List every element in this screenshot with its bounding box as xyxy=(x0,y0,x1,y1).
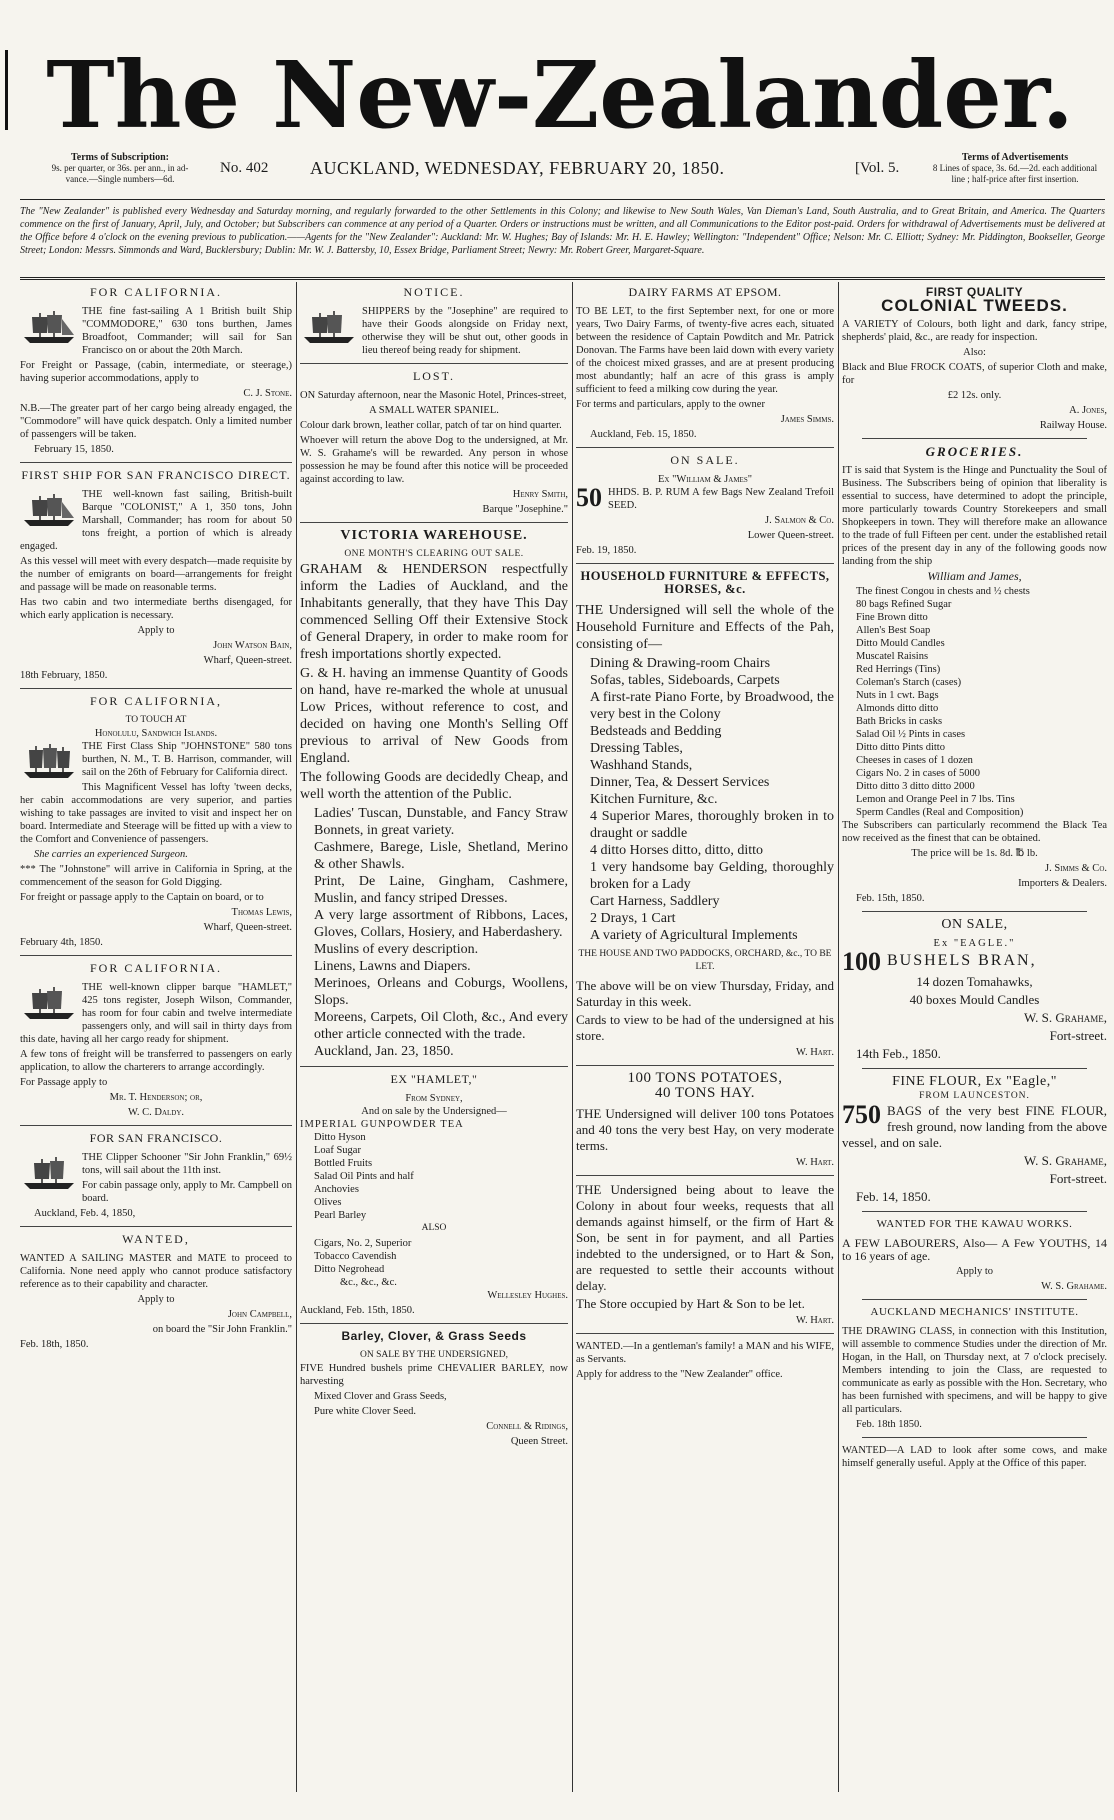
list-item: Tobacco Cavendish xyxy=(314,1251,397,1262)
ship-icon xyxy=(20,742,78,782)
ad-body: THE DRAWING CLASS, in connection with this Institution, will assemble to commence Studies under the direction of Mr. Hogan, in the Hall, on Thursday next, at 7 o'clock precisely. Members intending to join the Class, are requested to communicate as early as possible with the Hon. Secretary, who has been furnished with specimens, and will be happy to give all particulars. xyxy=(842,1326,1107,1415)
ad-franklin xyxy=(20,1132,292,1220)
list-item: Dressing Tables, xyxy=(590,741,683,756)
ad-text: Has two cabin and two intermediate berths disengaged, for which early application is necessary. xyxy=(20,597,292,621)
ship-icon xyxy=(20,307,78,347)
ad-heading: FIRST SHIP FOR SAN FRANCISCO DIRECT. xyxy=(21,468,291,482)
ad-text: Black and Blue FROCK COATS, of superior Cloth and make, for xyxy=(842,362,1107,386)
column-4 xyxy=(842,282,1107,1802)
ad-signature: James Simms. xyxy=(780,414,834,425)
masthead-title-svg xyxy=(46,35,1074,150)
list-item: Salad Oil ½ Pints in cases xyxy=(856,729,966,740)
ad-price: The price will be 1s. 8d. ℔ lb. xyxy=(911,848,1038,859)
ad-signature-address: on board the "Sir John Franklin." xyxy=(152,1324,292,1335)
list-item: Bath Bricks in casks xyxy=(856,716,943,727)
ad-heading: FIRST QUALITY xyxy=(925,285,1024,299)
ad-heading: LOST. xyxy=(412,369,456,383)
ad-text: For Freight or Passage, (cabin, intermediate, or steerage,) having superior accommodations, apply to xyxy=(20,360,292,384)
ad-text: The above will be on view Thursday, Friday, and Saturday in this week. xyxy=(576,978,834,1009)
ad-date: Feb. 19, 1850. xyxy=(576,545,637,556)
ad-text: This Magnificent Vessel has lofty 'tween decks, her cabin accommodations are very superior, and parties wishing to take passages are invited to visit and inspect her on board. Intermediate and Steerage will be fitted up with a view to the Comfort and Convenience of passengers. xyxy=(20,782,292,845)
divider xyxy=(862,1068,1087,1069)
ad-rum-sale xyxy=(576,454,834,557)
ad-heading: WANTED, xyxy=(122,1232,190,1246)
ad-heading: COLONIAL TWEEDS. xyxy=(881,296,1068,315)
list-item: Sperm Candles (Real and Composition) xyxy=(856,807,1024,818)
ad-body: SHIPPERS by the "Josephine" are required to have their Goods alongside on Friday next, otherwise they will be shut out, other goods in lieu thereof being ready for shipment. xyxy=(362,306,568,356)
divider xyxy=(576,1065,834,1066)
ad-heading: DAIRY FARMS AT EPSOM. xyxy=(628,285,782,299)
list-item: Bottled Fruits xyxy=(314,1158,373,1169)
list-item: The finest Congou in chests and ½ chests xyxy=(856,586,1030,597)
list-item: Sofas, tables, Sideboards, Carpets xyxy=(590,673,780,688)
ad-heading: FOR CALIFORNIA, xyxy=(89,694,222,708)
ship-icon xyxy=(20,983,78,1023)
ad-subheading: Honolulu, Sandwich Islands. xyxy=(94,728,218,739)
ad-price: £2 12s. only. xyxy=(947,390,1002,401)
terms-subscription-line2: vance.—Single numbers—6d. xyxy=(65,174,175,184)
ad-date: Feb. 14, 1850. xyxy=(856,1189,931,1204)
ad-body: WANTED.—In a gentleman's family! a MAN and his WIFE, as Servants. xyxy=(576,1341,834,1365)
divider xyxy=(300,1323,568,1324)
ad-colonist xyxy=(20,469,292,682)
ad-signature: J. Simms & Co. xyxy=(1045,863,1107,874)
list-item: Loaf Sugar xyxy=(314,1145,361,1156)
ad-subheading: TO TOUCH AT xyxy=(125,715,187,725)
list-item: IMPERIAL GUNPOWDER TEA xyxy=(300,1119,464,1130)
list-item: Anchovies xyxy=(314,1184,359,1195)
ad-text: She carries an experienced Surgeon. xyxy=(34,849,188,860)
ad-signature: W. S. Grahame, xyxy=(1024,1010,1107,1025)
ad-signature: Henry Smith, xyxy=(512,489,568,500)
list-item: A very large assortment of Ribbons, Laces, Gloves, Collars, Hosiery, and Haberdashery. xyxy=(314,908,568,940)
ad-text: Colour dark brown, leather collar, patch of tar on hind quarter. xyxy=(300,420,562,431)
ad-signature: A. Jones, xyxy=(1069,405,1107,416)
ad-heading: 40 TONS HAY. xyxy=(654,1085,756,1101)
ad-text: Cards to view to be had of the undersigned at his store. xyxy=(576,1012,834,1043)
column-3 xyxy=(576,282,834,1802)
ad-heading: FINE FLOUR, Ex "Eagle," xyxy=(892,1074,1057,1089)
list-item: 4 Superior Mares, thoroughly broken in to draught or saddle xyxy=(590,809,834,841)
list-item: Red Herrings (Tins) xyxy=(856,664,941,675)
goods-list xyxy=(576,655,834,944)
ad-wanted-lad xyxy=(842,1444,1107,1470)
divider xyxy=(300,1066,568,1067)
divider xyxy=(20,462,292,463)
volume: [Vol. 5. xyxy=(855,160,900,176)
ad-heading: GROCERIES. xyxy=(925,444,1024,459)
ad-subheading: A SMALL WATER SPANIEL. xyxy=(369,405,499,416)
ad-heading: HOUSEHOLD FURNITURE & EFFECTS, HORSES, &c. xyxy=(580,569,830,596)
list-item: Ladies' Tuscan, Dunstable, and Fancy Straw Bonnets, in great variety. xyxy=(314,806,568,838)
ad-signature: C. J. Stone. xyxy=(243,388,292,399)
ad-subheading: And on sale by the Undersigned— xyxy=(361,1106,507,1117)
ad-signature: Mr. T. Henderson; or, xyxy=(109,1092,203,1103)
ad-dairy-farms xyxy=(576,286,834,441)
divider xyxy=(862,1437,1087,1438)
issue-number: No. 402 xyxy=(220,160,269,176)
ad-body: THE Clipper Schooner "Sir John Franklin," 69½ tons, will sail about the 11th inst. xyxy=(82,1152,292,1176)
list-item: Merinoes, Orleans and Coburgs, Woollens, Slops. xyxy=(314,976,568,1008)
ad-subheading: FROM LAUNCESTON. xyxy=(919,1091,1030,1101)
ad-lost-dog xyxy=(300,370,568,516)
ad-text: As this vessel will meet with every despatch—made requisite by the number of emigrants on board—arrangements for freight and passage will be made on reasonable terms. xyxy=(20,556,292,593)
ad-signature: Connell & Ridings, xyxy=(486,1421,568,1432)
divider xyxy=(300,363,568,364)
ad-subheading: Ex "William & James" xyxy=(657,474,753,485)
rule-top xyxy=(20,199,1105,200)
ad-subheading: Ex "EAGLE." xyxy=(933,938,1016,949)
list-item: Mixed Clover and Grass Seeds, xyxy=(314,1391,447,1402)
rule-columns xyxy=(20,277,1105,278)
ad-date: 14th Feb., 1850. xyxy=(856,1046,941,1061)
ad-signature: W. Hart. xyxy=(796,1047,834,1058)
list-item: &c., &c., &c. xyxy=(340,1277,397,1288)
ad-barley-seeds xyxy=(300,1330,568,1448)
divider xyxy=(576,1333,834,1334)
list-item: Almonds ditto ditto xyxy=(856,703,939,714)
masthead xyxy=(46,35,1074,150)
ad-body: ON Saturday afternoon, near the Masonic Hotel, Princes-street, xyxy=(300,390,567,401)
ad-text: The Store occupied by Hart & Son to be let. xyxy=(576,1296,805,1311)
ad-date: February 15, 1850. xyxy=(34,444,114,455)
ad-signature-address: Railway House. xyxy=(1039,420,1107,431)
ad-body: THE well-known clipper barque "HAMLET," 425 tons register, Joseph Wilson, Commander, has room for four cabin and twelve intermediate passengers only, and will sail in thirty days from this date, having all her cargo ready for shipment. xyxy=(20,982,292,1045)
ad-body: HHDS. B. P. RUM A few Bags New Zealand Trefoil SEED. xyxy=(608,487,834,511)
ad-text: G. & H. having an immense Quantity of Goods on hand, have re-marked the whole at unusual Low Prices, without reference to cost, and decided on having one Month's Selling Off previous to arrival of New Goods from England. xyxy=(300,666,568,766)
ad-signature-address: Importers & Dealers. xyxy=(1018,878,1107,889)
ad-text: Apply for address to the "New Zealander" office. xyxy=(576,1369,783,1380)
ad-date: Feb. 18th, 1850. xyxy=(20,1339,89,1350)
divider xyxy=(20,955,292,956)
ad-body: BAGS of the very best FINE FLOUR, fresh ground, now landing from the above vessel, and on sale. xyxy=(842,1103,1107,1150)
list-item: Pure white Clover Seed. xyxy=(314,1406,417,1417)
list-item: Coleman's Starch (cases) xyxy=(856,677,962,688)
terms-advertisements xyxy=(920,152,1110,185)
quantity-number: 750 xyxy=(842,1100,881,1129)
ad-body: THE First Class Ship "JOHNSTONE" 580 tons burthen, N. M., T. B. Harrison, commander, will sail on the 26th of February for California direct. xyxy=(82,741,292,778)
ad-apply: Apply to xyxy=(137,625,175,636)
ad-heading: EX "HAMLET," xyxy=(390,1072,478,1086)
ad-text: For freight or passage apply to the Captain on board, or to xyxy=(20,892,264,903)
ad-date: Auckland, Feb. 4, 1850, xyxy=(34,1208,136,1219)
ad-ex-hamlet xyxy=(300,1073,568,1317)
ad-body: THE Undersigned will deliver 100 tons Potatoes and 40 tons the very best Hay, on very moderate terms. xyxy=(576,1106,834,1153)
list-item: Muslins of every description. xyxy=(314,942,479,957)
ad-heading: Barley, Clover, & Grass Seeds xyxy=(341,1329,527,1343)
ad-subheading: Also: xyxy=(963,347,986,358)
terms-advertisements-title: Terms of Advertisements xyxy=(961,152,1069,163)
list-item: Ditto Mould Candles xyxy=(856,638,945,649)
ad-heading: 100 TONS POTATOES, xyxy=(627,1070,783,1086)
list-item: Ditto Negrohead xyxy=(314,1264,385,1275)
ad-body: BUSHELS BRAN, xyxy=(887,952,1037,969)
ad-text: N.B.—The greater part of her cargo being already engaged, the "Commodore" will have quick despatch. Only a limited number of passengers will be taken. xyxy=(20,403,292,440)
dateline: AUCKLAND, WEDNESDAY, FEBRUARY 20, 1850. xyxy=(310,158,725,178)
ad-date: Feb. 18th 1850. xyxy=(856,1419,922,1430)
ad-body: THE fine fast-sailing A 1 British built Ship "COMMODORE," 630 tons burthen, James Broadfoot, Commander; will sail for San Francisco on or about the 20th March. xyxy=(82,306,292,356)
ad-text: For cabin passage only, apply to Mr. Campbell on board. xyxy=(82,1180,292,1204)
ad-body: THE Undersigned will sell the whole of the Household Furniture and Effects of the Pah, consisting of— xyxy=(576,603,834,652)
ad-text: For terms and particulars, apply to the owner xyxy=(576,399,765,410)
ad-heading: ON SALE, xyxy=(941,917,1008,932)
ad-text: A few tons of freight will be transferred to passengers on early application, to allow the charterers to arrange accordingly. xyxy=(20,1049,292,1073)
ad-body: THE well-known fast sailing, British-built Barque "COLONIST," A 1, 350 tons, John Marshall, Commander; has room for about 50 tons freight, a portion of which is already engaged. xyxy=(20,489,292,552)
ad-body: WANTED A SAILING MASTER and MATE to proceed to California. None need apply who cannot produce satisfactory reference as to their capability and character. xyxy=(20,1253,292,1290)
ad-household-furniture xyxy=(576,570,834,1059)
list-item: Washhand Stands, xyxy=(590,758,693,773)
list-item: Cigars No. 2 in cases of 5000 xyxy=(856,768,980,779)
ad-signature-address: Wharf, Queen-street. xyxy=(203,655,292,666)
ad-signature: John Watson Bain, xyxy=(213,640,292,651)
list-item: A first-rate Piano Forte, by Broadwood, the very best in the Colony xyxy=(590,690,834,722)
ad-subheading: ON SALE BY THE UNDERSIGNED, xyxy=(359,1350,509,1360)
list-item: Cigars, No. 2, Superior xyxy=(314,1238,412,1249)
ad-groceries xyxy=(842,445,1107,905)
rule-columns-2 xyxy=(20,279,1105,280)
ad-eagle-bran xyxy=(842,918,1107,1062)
list-item: Dining & Drawing-room Chairs xyxy=(590,656,771,671)
divider xyxy=(20,1226,292,1227)
ad-heading: NOTICE. xyxy=(403,285,465,299)
list-item: Muscatel Raisins xyxy=(856,651,929,662)
ad-signature: Wellesley Hughes. xyxy=(487,1290,568,1301)
ad-apply: Apply to xyxy=(955,1266,994,1277)
ad-body: WANTED—A LAD to look after some cows, and make himself generally useful. Apply at the Office of this paper. xyxy=(842,1445,1107,1469)
masthead-title: The New-Zealander. xyxy=(46,41,1074,149)
divider xyxy=(862,1211,1087,1212)
ad-signature: Thomas Lewis, xyxy=(231,907,292,918)
ad-victoria-warehouse xyxy=(300,529,568,1060)
ad-text: *** The "Johnstone" will arrive in California in Spring, at the commencement of the season for Gold Digging. xyxy=(20,864,292,888)
ad-signature-address: Queen Street. xyxy=(510,1436,568,1447)
ad-heading: FOR CALIFORNIA. xyxy=(89,961,222,975)
terms-advertisements-line1: 8 Lines of space, 3s. 6d.—2d. each additional xyxy=(932,163,1098,173)
ad-commodore xyxy=(20,286,292,456)
ad-heading: FOR CALIFORNIA. xyxy=(89,285,222,299)
ad-hart-leaving xyxy=(576,1182,834,1327)
list-item: Ditto Hyson xyxy=(314,1132,366,1143)
list-item: Ditto ditto 3 ditto ditto 2000 xyxy=(856,781,975,792)
ad-date: 18th February, 1850. xyxy=(20,670,108,681)
list-item: Print, De Laine, Gingham, Cashmere, Muslin, and fancy striped Dresses. xyxy=(314,874,568,906)
list-item: Allen's Best Soap xyxy=(856,625,931,636)
ad-text: Whoever will return the above Dog to the undersigned, at Mr. W. S. Grahame's will be rewarded. Any person in whose possession he may be found after this notice will be proceeded against according to law. xyxy=(300,435,568,485)
quantity-number: 50 xyxy=(576,483,602,512)
ad-hamlet xyxy=(20,962,292,1119)
list-item: Moreens, Carpets, Oil Cloth, &c., And every other article connected with the trade. xyxy=(314,1010,568,1042)
ad-heading: AUCKLAND MECHANICS' INSTITUTE. xyxy=(870,1306,1079,1318)
ad-heading: FOR SAN FRANCISCO. xyxy=(89,1131,223,1145)
list-item: A variety of Agricultural Implements xyxy=(590,928,798,943)
list-item: Bedsteads and Bedding xyxy=(590,724,722,739)
ad-text: The following Goods are decidedly Cheap, and well worth the attention of the Public. xyxy=(300,770,568,802)
list-item: 40 boxes Mould Candles xyxy=(909,992,1040,1007)
ship-name: William and James, xyxy=(927,569,1022,583)
goods-list xyxy=(300,1118,568,1222)
ad-fine-flour xyxy=(842,1075,1107,1205)
ad-heading: VICTORIA WAREHOUSE. xyxy=(340,528,528,543)
list-item: Pearl Barley xyxy=(314,1210,367,1221)
ad-date: Auckland, Feb. 15, 1850. xyxy=(590,429,697,440)
ad-signature: J. Salmon & Co. xyxy=(765,515,834,526)
ad-subheading: From Sydney, xyxy=(405,1093,463,1104)
quantity-number: 100 xyxy=(842,947,881,976)
divider xyxy=(576,447,834,448)
ad-signature-address: Fort-street. xyxy=(1049,1171,1107,1186)
ad-text: The Subscribers can particularly recommend the Black Tea now received as the finest that can be obtained. xyxy=(842,820,1107,844)
divider xyxy=(300,522,568,523)
divider xyxy=(862,1299,1087,1300)
ad-apply: Apply to xyxy=(137,1294,175,1305)
ad-body: FIVE Hundred bushels prime CHEVALIER BARLEY, now harvesting xyxy=(300,1363,568,1387)
terms-advertisements-line2: line ; half-price after first insertion. xyxy=(951,174,1079,184)
ad-wanted-servants xyxy=(576,1340,834,1381)
list-item: Kitchen Furniture, &c. xyxy=(590,792,718,807)
column-2 xyxy=(300,282,568,1802)
list-item: Cashmere, Barege, Lisle, Shetland, Merino & other Shawls. xyxy=(314,840,568,872)
list-item: Fine Brown ditto xyxy=(856,612,928,623)
ad-body: THE Undersigned being about to leave the Colony in about four weeks, requests that all demands against himself, or the firm of Hart & Son, be sent in for payment, and all Parties indebted to the undersigned, or to Hart & Son, are requested to settle their accounts without delay. xyxy=(576,1182,834,1293)
ad-heading: ON SALE. xyxy=(670,453,740,467)
list-item: Ditto ditto Pints ditto xyxy=(856,742,945,753)
ad-signature-address: Lower Queen-street. xyxy=(747,530,834,541)
terms-subscription-title: Terms of Subscription: xyxy=(71,152,169,163)
ad-subheading: THE HOUSE AND TWO PADDOCKS, ORCHARD, &c., TO BE LET. xyxy=(578,949,832,972)
list-item: 80 bags Refined Sugar xyxy=(856,599,952,610)
column-rule-3 xyxy=(838,282,839,1792)
list-item: Nuts in 1 cwt. Bags xyxy=(856,690,939,701)
ship-icon xyxy=(20,1153,78,1193)
ad-potatoes-hay xyxy=(576,1072,834,1169)
list-item: Dinner, Tea, & Dessert Services xyxy=(590,775,770,790)
goods-list xyxy=(300,805,568,1043)
ship-icon xyxy=(20,490,78,530)
list-item: Olives xyxy=(314,1197,342,1208)
ad-body: TO BE LET, to the first September next, for one or more years, Two Dairy Farms, of twenty-five acres each, situated between the residence of Captain Powditch and Mr. Patrick Donovan. The Farms have been laid down with every variety of the choicest mixed grasses, and are at present producing most abundantly; half an acre of this grass is amply sufficient to feed a milking cow during the year. xyxy=(576,306,834,395)
ad-body: A FEW LABOURERS, Also— A Few YOUTHS, 14 to 16 years of age. xyxy=(842,1236,1107,1263)
list-item: Cart Harness, Saddlery xyxy=(590,894,720,909)
ad-notice-josephine xyxy=(300,286,568,357)
ad-text: For Passage apply to xyxy=(20,1077,108,1088)
list-item: Cheeses in cases of 1 dozen xyxy=(856,755,973,766)
ad-subheading: ALSO xyxy=(421,1223,447,1233)
list-item: 1 very handsome bay Gelding, thoroughly broken for a Lady xyxy=(590,860,834,892)
ad-signature: W. S. Grahame, xyxy=(1024,1153,1107,1168)
ad-body: A VARIETY of Colours, both light and dark, fancy stripe, shepherds' plaid, &c., are ready for inspection. xyxy=(842,319,1107,343)
list-item: 4 ditto Horses ditto, ditto, ditto xyxy=(590,843,764,858)
list-item: Lemon and Orange Peel in 7 lbs. Tins xyxy=(856,794,1015,805)
ad-date: February 4th, 1850. xyxy=(20,937,103,948)
divider xyxy=(20,688,292,689)
goods-list xyxy=(300,1237,568,1289)
list-item: Salad Oil Pints and half xyxy=(314,1171,414,1182)
publication-notice: The "New Zealander" is published every Wednesday and Saturday morning, and regularly forwarded to the other Settlements in this Colony; and likewise to New South Wales, Van Dieman's Land, South Australia, and to Great Britain, and America. The Quarters commence on the first of January, April, July, and October; but Subscribers can commence at any period of a Quarter. Orders or instructions must be written, and all Communications to the Editor post-paid. Orders for withdrawal of Advertisements must be delivered at the Office before 4 o'clock on the evening previous to publication.——Agents for the "New Zealander": Auckland: Mr. W. Hughes; Bay of Islands: Mr. H. E. Hawley; Wellington: "Independent" Office; Nelson: Mr. C. Elliott; Sydney: Mr. Piddington, Bookseller, George Street; London: Messrs. Simmonds and Ward, Bucklersbury; Dublin: Mr. W. J. Battersby, 10, Essex Bridge, Parliament Street; Newry: Mr. Robert Greer, Margaret-Square. xyxy=(20,206,1105,256)
list-item: 14 dozen Tomahawks, xyxy=(916,974,1033,989)
terms-subscription-line1: 9s. per quarter, or 36s. per ann., in ad- xyxy=(51,163,189,173)
ad-signature-address: Fort-street. xyxy=(1049,1028,1107,1043)
ad-date: Auckland, Jan. 23, 1850. xyxy=(314,1044,454,1059)
column-rule-2 xyxy=(572,282,573,1792)
column-1 xyxy=(20,282,292,1802)
divider xyxy=(20,1125,292,1126)
ad-johnstone xyxy=(20,695,292,949)
ad-colonial-tweeds xyxy=(842,286,1107,432)
ad-signature: W. Hart. xyxy=(796,1315,834,1326)
ad-wanted-master xyxy=(20,1233,292,1351)
divider xyxy=(576,1175,834,1176)
ad-signature-address: Wharf, Queen-street. xyxy=(203,922,292,933)
ad-date: Auckland, Feb. 15th, 1850. xyxy=(300,1305,415,1316)
ad-signature: W. S. Grahame. xyxy=(1041,1281,1107,1292)
divider xyxy=(576,563,834,564)
goods-list xyxy=(842,585,1107,819)
list-item: Linens, Lawns and Diapers. xyxy=(314,959,471,974)
subscription-bar xyxy=(20,152,1105,200)
ad-signature-address: Barque "Josephine." xyxy=(482,504,568,515)
ad-signature: John Campbell, xyxy=(227,1309,292,1320)
ad-date: Feb. 15th, 1850. xyxy=(856,893,925,904)
divider xyxy=(862,438,1087,439)
column-rule-1 xyxy=(296,282,297,1792)
left-margin-rule xyxy=(5,50,8,130)
terms-subscription xyxy=(20,152,220,185)
ad-signature: W. C. Daldy. xyxy=(127,1107,185,1118)
list-item: 2 Drays, 1 Cart xyxy=(590,911,676,926)
ad-body: GRAHAM & HENDERSON respectfully inform the Ladies of Auckland, and the Inhabitants generally, that they have This Day commenced Selling Off their Extensive Stock of General Drapery, in order to make room for fresh importations shortly expected. xyxy=(300,562,568,662)
ship-icon xyxy=(300,307,358,347)
ad-kawau-works xyxy=(842,1218,1107,1293)
ad-mechanics-institute xyxy=(842,1306,1107,1431)
ad-heading: WANTED FOR THE KAWAU WORKS. xyxy=(876,1218,1073,1230)
ad-signature: W. Hart. xyxy=(796,1157,834,1168)
divider xyxy=(862,911,1087,912)
ad-body: IT is said that System is the Hinge and Punctuality the Soul of Business. The Subscribers being of opinion that liberality is essential to success, have determined to adopt the principle, more particularly towards Country Storekeepers and small Shopkeepers in town. They will therefore make an allowance to the trade of full Fifteen per cent. under the established retail prices of the present day in any of the following goods now landing from the ship xyxy=(842,465,1107,567)
ad-subheading: ONE MONTH'S CLEARING OUT SALE. xyxy=(344,549,524,559)
